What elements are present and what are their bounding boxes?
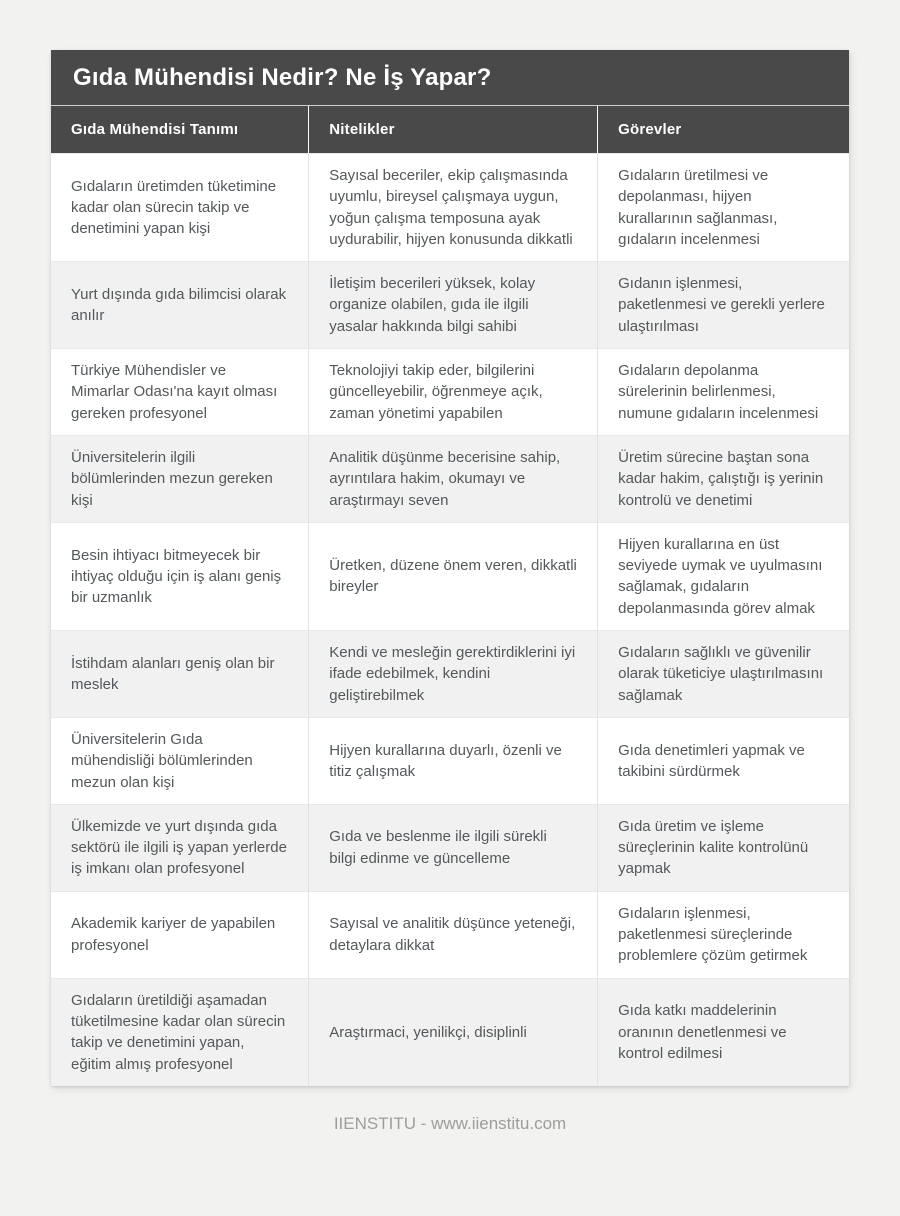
table-cell: Gıdaların üretildiği aşamadan tüketilmesine kadar olan sürecin takip ve denetimini yapan, eğitim almış profesyonel	[51, 978, 309, 1086]
table-cell: Kendi ve mesleğin gerektirdiklerini iyi ifade edebilmek, kendini geliştirebilmek	[309, 631, 598, 718]
table-cell: İstihdam alanları geniş olan bir meslek	[51, 631, 309, 718]
table-cell: Besin ihtiyacı bitmeyecek bir ihtiyaç olduğu için iş alanı geniş bir uzmanlık	[51, 522, 309, 630]
table-cell: Gıdaların üretimden tüketimine kadar olan sürecin takip ve denetimini yapan kişi	[51, 154, 309, 262]
table-cell: Üretken, düzene önem veren, dikkatli bireyler	[309, 522, 598, 630]
table-cell: Yurt dışında gıda bilimcisi olarak anılır	[51, 262, 309, 349]
table-cell: Sayısal beceriler, ekip çalışmasında uyumlu, bireysel çalışmaya uygun, yoğun çalışma temposuna ayak uydurabilir, hijyen konusunda dikkatli	[309, 154, 598, 262]
table-row	[51, 435, 849, 522]
column-header-gorevler: Görevler	[598, 106, 849, 154]
column-header-nitelikler: Nitelikler	[309, 106, 598, 154]
info-card	[51, 50, 849, 1086]
table-cell: Üniversitelerin ilgili bölümlerinden mezun gereken kişi	[51, 435, 309, 522]
column-header-tanim: Gıda Mühendisi Tanımı	[51, 106, 309, 154]
table-row	[51, 891, 849, 978]
footer-branding: IIENSTITU - www.iienstitu.com	[333, 1113, 567, 1133]
table-row	[51, 978, 849, 1086]
table-cell: Gıdaların işlenmesi, paketlenmesi süreçlerinde problemlere çözüm getirmek	[598, 891, 849, 978]
table-cell: Gıdaların üretilmesi ve depolanması, hijyen kurallarının sağlanması, gıdaların incelenmesi	[598, 154, 849, 262]
info-table	[51, 106, 849, 1086]
table-row	[51, 262, 849, 349]
table-row	[51, 631, 849, 718]
table-cell: Sayısal ve analitik düşünce yeteneği, detaylara dikkat	[309, 891, 598, 978]
table-cell: Teknolojiyi takip eder, bilgilerini güncelleyebilir, öğrenmeye açık, zaman yönetimi yapabilen	[309, 349, 598, 436]
table-row	[51, 522, 849, 630]
table-header-row	[51, 106, 849, 154]
table-cell: Hijyen kurallarına duyarlı, özenli ve titiz çalışmak	[309, 717, 598, 804]
table-cell: Gıda üretim ve işleme süreçlerinin kalite kontrolünü yapmak	[598, 804, 849, 891]
table-cell: Araştırmaci, yenilikçi, disiplinli	[309, 978, 598, 1086]
table-cell: Türkiye Mühendisler ve Mimarlar Odası'na kayıt olması gereken profesyonel	[51, 349, 309, 436]
page-title: Gıda Mühendisi Nedir? Ne İş Yapar?	[51, 50, 849, 106]
table-cell: Gıda katkı maddelerinin oranının denetlenmesi ve kontrol edilmesi	[598, 978, 849, 1086]
table-cell: Hijyen kurallarına en üst seviyede uymak ve uyulmasını sağlamak, gıdaların depolanmasında görev almak	[598, 522, 849, 630]
table-cell: Analitik düşünme becerisine sahip, ayrıntılara hakim, okumayı ve araştırmayı seven	[309, 435, 598, 522]
table-cell: Üretim sürecine baştan sona kadar hakim, çalıştığı iş yerinin kontrolü ve denetimi	[598, 435, 849, 522]
table-row	[51, 717, 849, 804]
table-cell: Gıda denetimleri yapmak ve takibini sürdürmek	[598, 717, 849, 804]
table-cell: Gıdaların depolanma sürelerinin belirlenmesi, numune gıdaların incelenmesi	[598, 349, 849, 436]
table-cell: Ülkemizde ve yurt dışında gıda sektörü ile ilgili iş yapan yerlerde iş imkanı olan profesyonel	[51, 804, 309, 891]
table-cell: Gıdaların sağlıklı ve güvenilir olarak tüketiciye ulaştırılmasını sağlamak	[598, 631, 849, 718]
table-row	[51, 349, 849, 436]
table-cell: Üniversitelerin Gıda mühendisliği bölümlerinden mezun olan kişi	[51, 717, 309, 804]
table-cell: Gıdanın işlenmesi, paketlenmesi ve gerekli yerlere ulaştırılması	[598, 262, 849, 349]
table-cell: İletişim becerileri yüksek, kolay organize olabilen, gıda ile ilgili yasalar hakkında bilgi sahibi	[309, 262, 598, 349]
table-cell: Gıda ve beslenme ile ilgili sürekli bilgi edinme ve güncelleme	[309, 804, 598, 891]
table-cell: Akademik kariyer de yapabilen profesyonel	[51, 891, 309, 978]
table-row	[51, 154, 849, 262]
table-row	[51, 804, 849, 891]
